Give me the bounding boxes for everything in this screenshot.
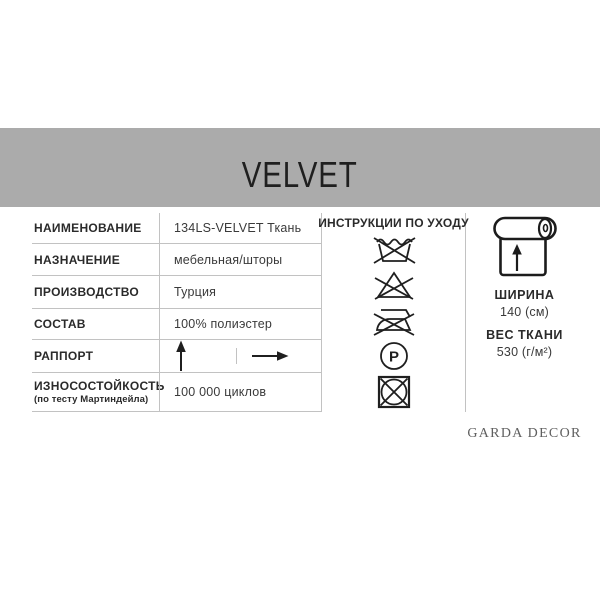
care-slot — [379, 339, 409, 375]
row-value-purpose: мебельная/шторы — [159, 244, 321, 275]
care-slot — [369, 232, 419, 268]
care-instructions-header: ИНСТРУКЦИИ ПО УХОДУ — [318, 216, 469, 230]
do-not-iron-icon — [369, 304, 419, 338]
table-row — [32, 244, 321, 276]
row-label-purpose: НАЗНАЧЕНИЕ — [34, 252, 120, 267]
care-slot — [376, 374, 412, 410]
dry-clean-letter: P — [388, 348, 399, 366]
arrow-right-icon — [251, 348, 289, 364]
page-title: VELVET — [242, 153, 358, 195]
table-row — [32, 213, 321, 244]
brand-logo: GARDA DECOR — [467, 426, 582, 441]
row-value-rapport — [159, 340, 321, 372]
rapport-horizontal-cell — [236, 348, 321, 364]
table-row — [32, 309, 321, 340]
arrow-up-icon — [173, 340, 189, 372]
row-label-name: НАИМЕНОВАНИЕ — [34, 221, 142, 235]
spec-table — [32, 213, 321, 412]
do-not-tumble-dry-icon — [376, 374, 412, 410]
do-not-bleach-icon — [369, 269, 419, 301]
fabric-roll-icon — [489, 211, 561, 279]
weight-value: 530 (г/м²) — [496, 345, 553, 359]
rapport-vertical-cell — [160, 340, 236, 372]
row-value-production: Турция — [159, 276, 321, 308]
care-slot — [369, 303, 419, 339]
care-instructions-column — [318, 213, 469, 412]
table-row — [32, 340, 321, 373]
row-value-durability: 100 000 циклов — [159, 373, 321, 411]
weight-label: ВЕС ТКАНИ — [486, 328, 563, 342]
table-row — [32, 276, 321, 309]
do-not-wash-icon — [369, 234, 419, 266]
care-icons-list — [369, 232, 419, 410]
care-slot — [369, 268, 419, 304]
width-label: ШИРИНА — [494, 288, 555, 302]
dimensions-column — [466, 211, 583, 359]
dry-clean-p-icon — [379, 341, 409, 371]
table-row — [32, 373, 321, 412]
durability-sublabel: (по тесту Мартиндейла) — [34, 394, 149, 405]
row-label-production: ПРОИЗВОДСТВО — [34, 285, 140, 299]
row-label-rapport: РАППОРТ — [34, 349, 94, 363]
durability-label: ИЗНОСОСТОЙКОСТЬ — [34, 379, 165, 393]
width-value: 140 (см) — [499, 305, 550, 319]
row-value-composition: 100% полиэстер — [159, 309, 321, 339]
row-value-name: 134LS-VELVET Ткань — [159, 213, 321, 243]
title-banner — [0, 128, 600, 207]
row-label-durability — [32, 373, 165, 411]
row-label-composition: СОСТАВ — [34, 317, 86, 331]
